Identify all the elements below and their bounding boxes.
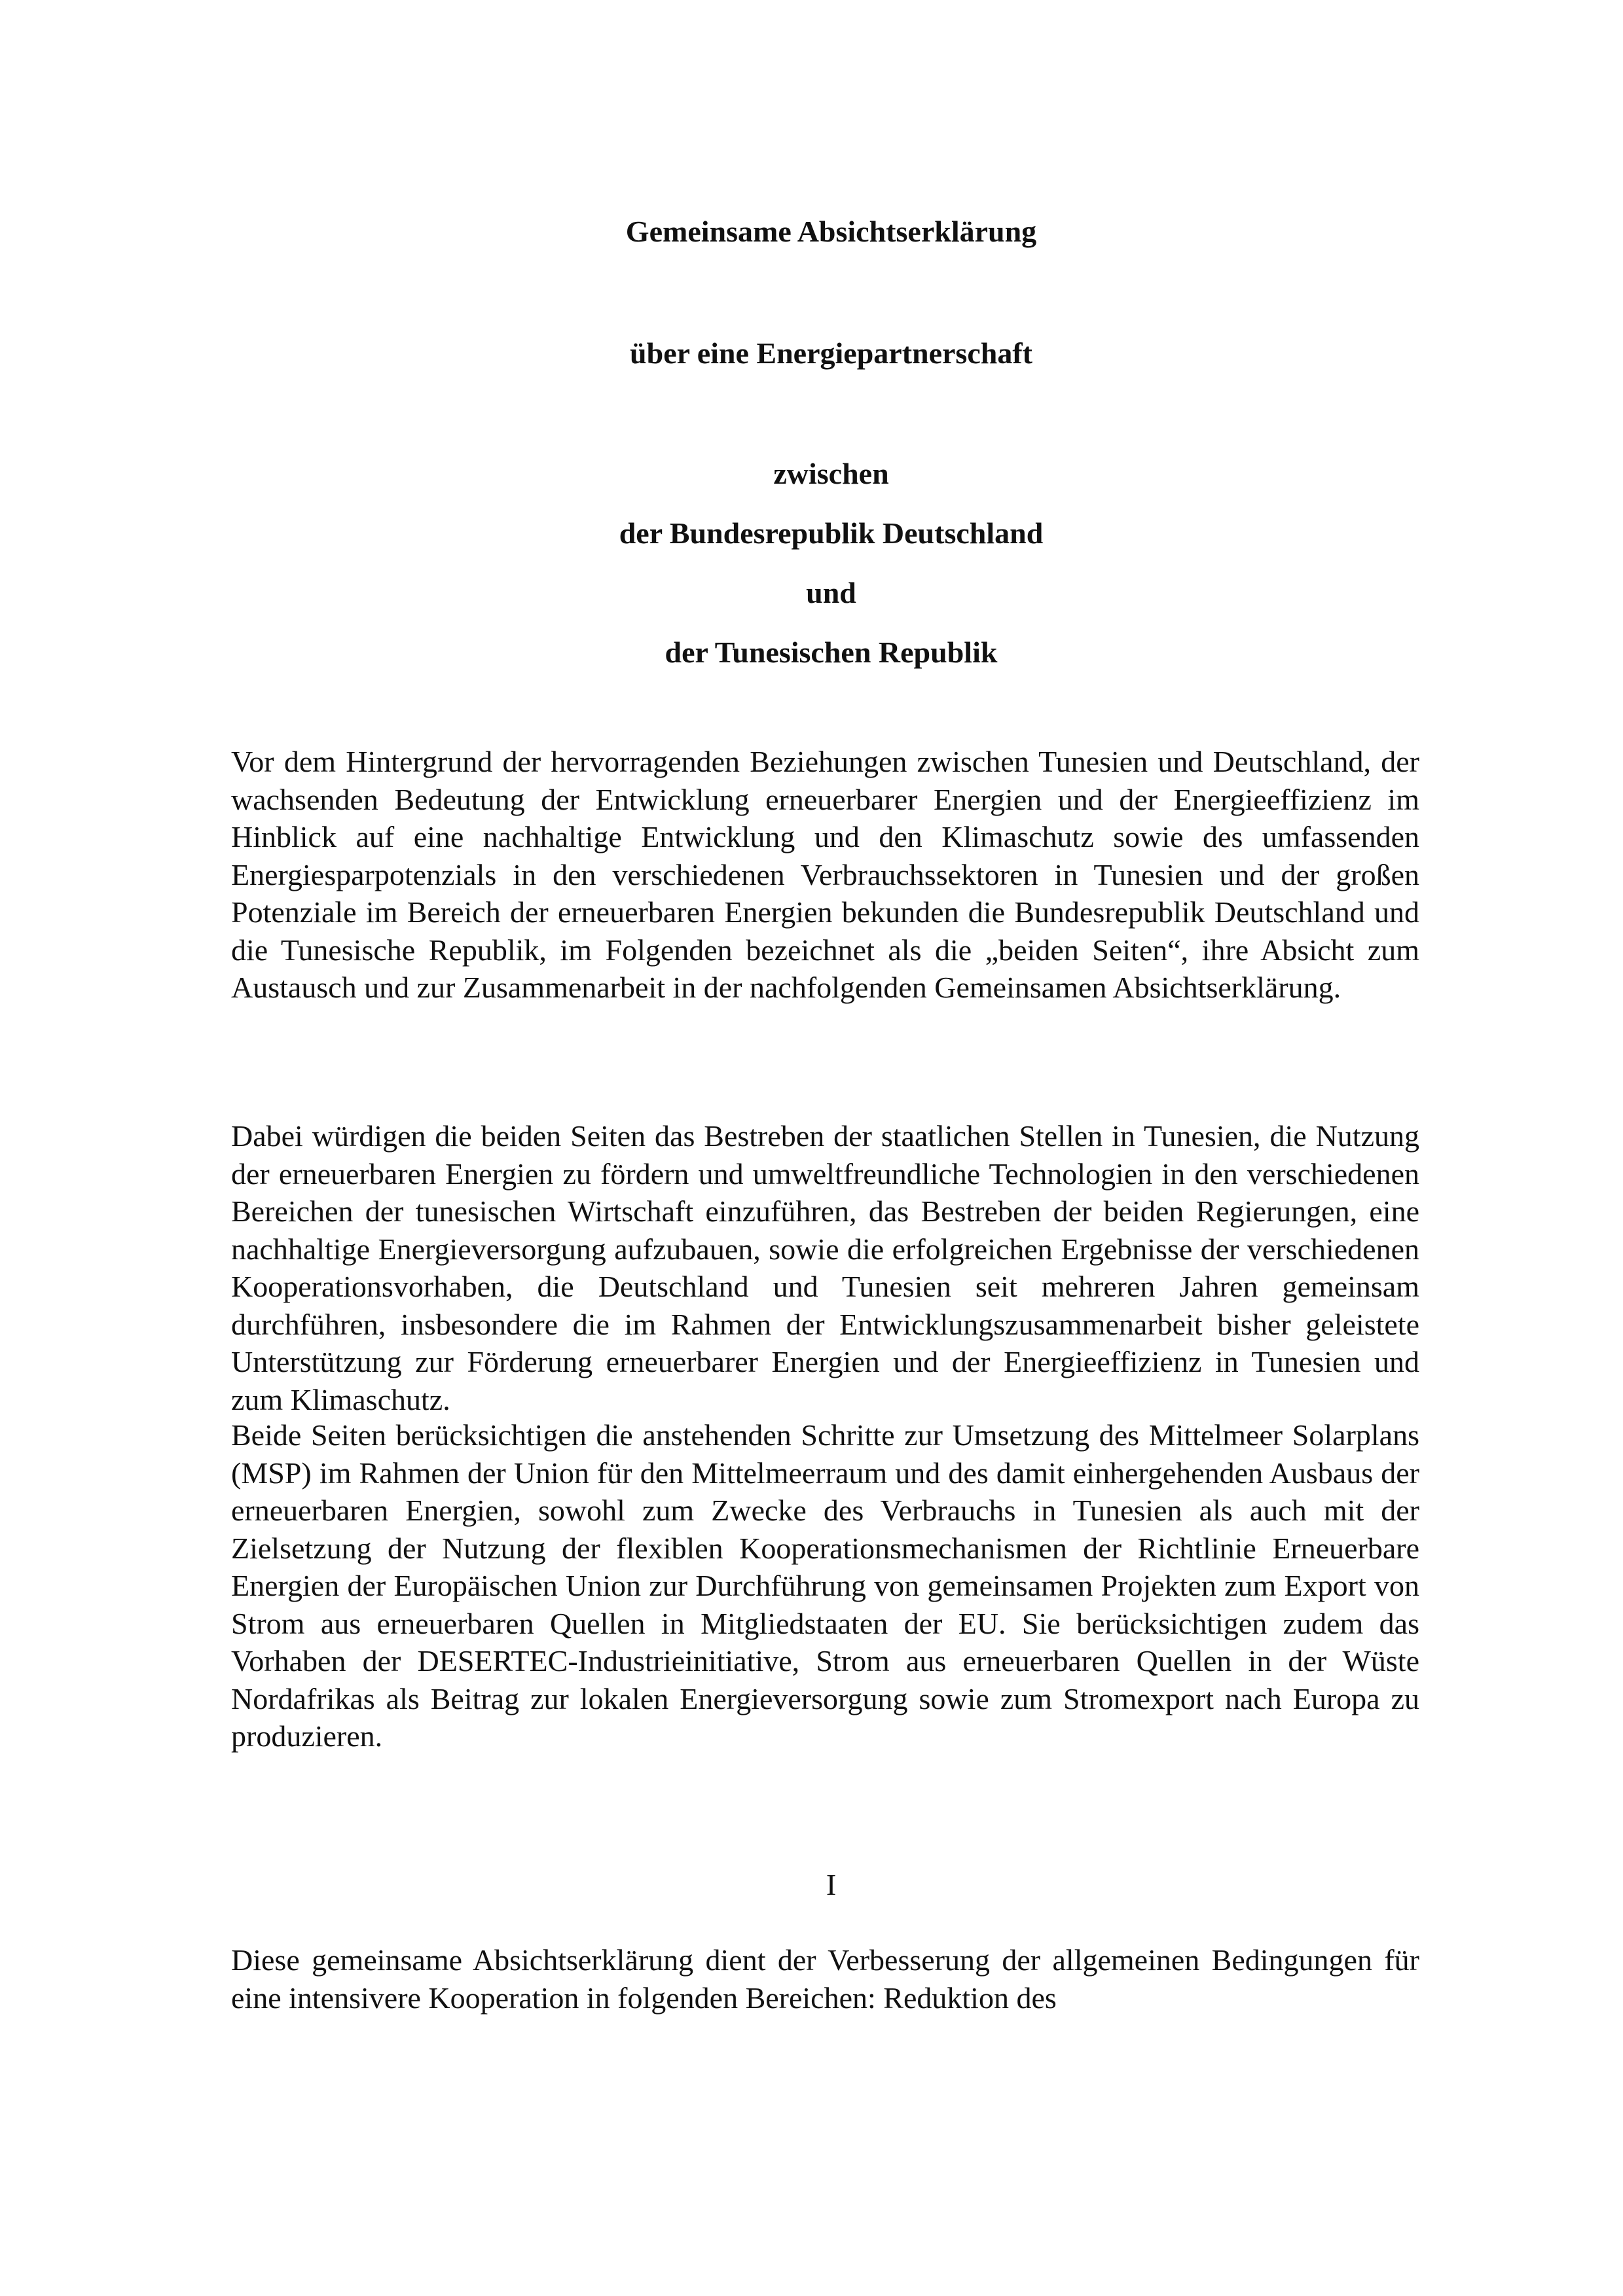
title-and: und: [806, 576, 856, 609]
title-party-tunisia: der Tunesischen Republik: [665, 636, 998, 669]
title-party-germany: der Bundesrepublik Deutschland: [619, 516, 1044, 550]
preamble-paragraph-1: Vor dem Hintergrund der hervorragenden Beziehungen zwischen Tunesien und Deutschland, der wachsenden Bedeutung der Entwicklung erneuerbarer Energien und der Energieeffizienz im Hinblick auf eine nachhaltige Entwicklung und den Klimaschutz sowie des umfassenden Energiesparpotenzials in den verschiedenen Verbrauchssektoren in Tunesien und der großen Potenziale im Bereich der erneuerbaren Energien bekunden die Bundesrepublik Deutschland und die Tunesische Republik, im Folgenden bezeichnet als die „beiden Seiten“, ihre Absicht zum Austausch und zur Zusammenarbeit in der nachfolgenden Gemeinsamen Absichtserklärung.: [231, 745, 1419, 1004]
section-I-paragraph: Diese gemeinsame Absichtserklärung dient der Verbesserung der allgemeinen Bedingungen für eine intensivere Kooperation in folgenden Bereichen: Reduktion des: [231, 1943, 1419, 2015]
document-title: Gemeinsame Absichtserklärung: [625, 215, 1037, 248]
document-subtitle: über eine Energiepartnerschaft: [630, 336, 1032, 370]
preamble-paragraph-3: Beide Seiten berücksichtigen die anstehenden Schritte zur Umsetzung des Mittelmeer Solarplans (MSP) im Rahmen der Union für den Mittelmeerraum und des damit einhergehenden Ausbaus der erneuerbaren Energien, sowohl zum Zwecke des Verbrauchs in Tunesien als auch mit der Zielsetzung der Nutzung der flexiblen Kooperationsmechanismen der Richtlinie Erneuerbare Energien der Europäischen Union zur Durchführung von gemeinsamen Projekten zum Export von Strom aus erneuerbaren Quellen in Mitgliedstaaten der EU. Sie berücksichtigen zudem das Vorhaben der DESERTEC-Industrieinitiative, Strom aus erneuerbaren Quellen in der Wüste Nordafrikas als Beitrag zur lokalen Energieversorgung sowie zum Stromexport nach Europa zu produzieren.: [231, 1418, 1419, 1753]
title-between: zwischen: [773, 457, 889, 490]
preamble-paragraph-2: Dabei würdigen die beiden Seiten das Bestreben der staatlichen Stellen in Tunesien, die Nutzung der erneuerbaren Energien zu fördern und umweltfreundliche Technologien in den verschiedenen Bereichen der tunesischen Wirtschaft einzuführen, das Bestreben der beiden Regierungen, eine nachhaltige Energieversorgung aufzubauen, sowie die erfolgreichen Ergebnisse der verschiedenen Kooperationsvorhaben, die Deutschland und Tunesien seit mehreren Jahren gemeinsam durchführen, insbesondere die im Rahmen der Entwicklungszusammenarbeit bisher geleistete Unterstützung zur Förderung erneuerbarer Energien und der Energieeffizienz in Tunesien und zum Klimaschutz.: [231, 1119, 1419, 1416]
section-heading-I: I: [826, 1868, 837, 1901]
